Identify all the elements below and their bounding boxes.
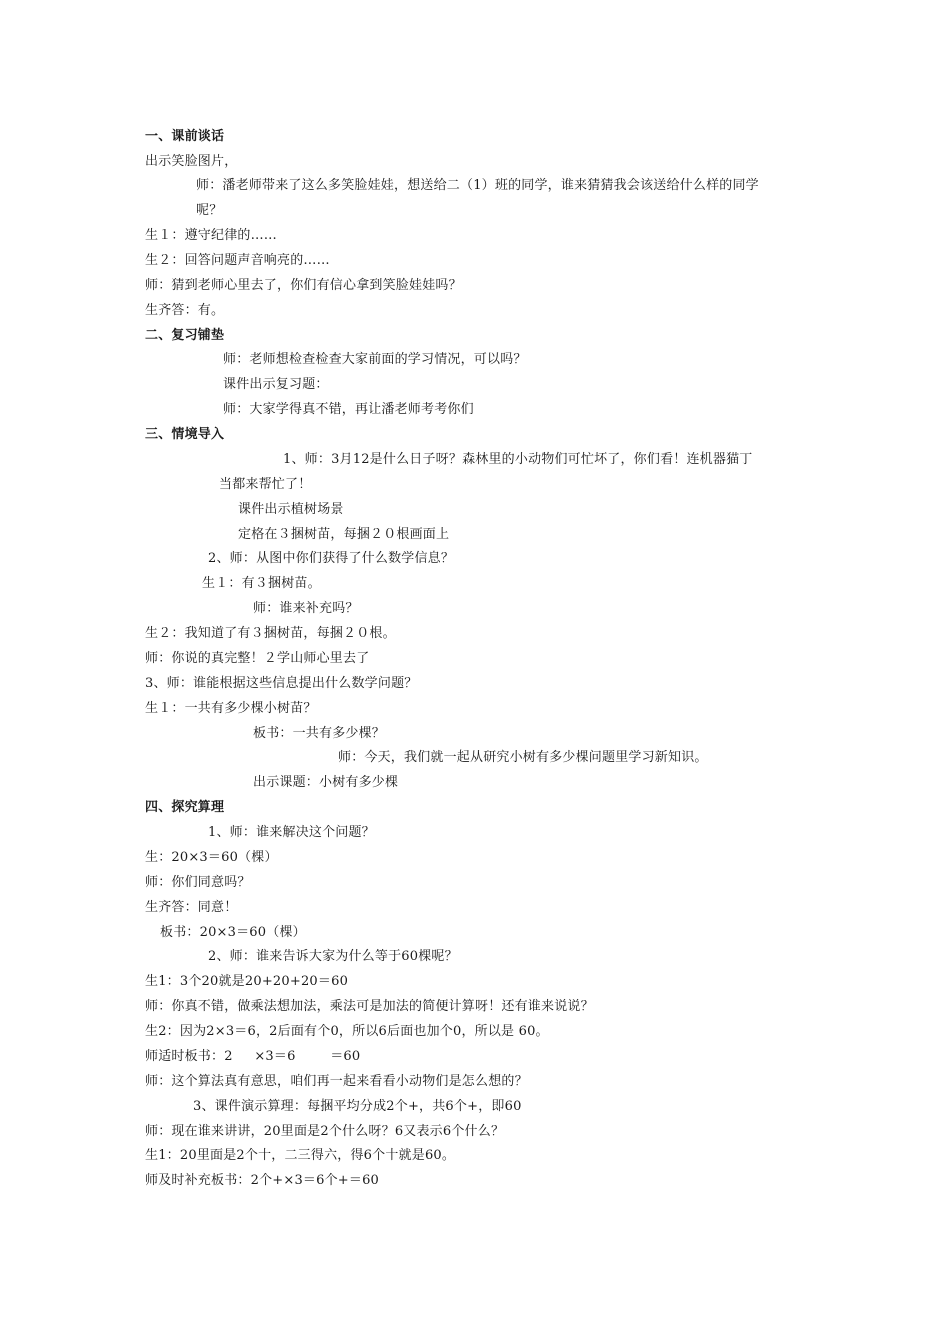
text-line: 生１：一共有多少棵小树苗？ — [145, 701, 317, 716]
text-line: 师适时板书：2 ×3＝6 ＝60 — [145, 1049, 361, 1064]
text-line: 师：今天，我们就一起从研究小树有多少棵问题里学习新知识。 — [338, 750, 708, 765]
text-line: 板书：一共有多少棵？ — [253, 726, 386, 741]
text-line: 生１：遵守纪律的…… — [145, 228, 278, 243]
section-heading-4: 四、探究算理 — [145, 800, 225, 815]
text-line: 生２：我知道了有３捆树苗，每捆２０根。 — [145, 626, 396, 641]
text-line: 师：大家学得真不错，再让潘老师考考你们 — [223, 402, 474, 417]
text-line: 当都来帮忙了！ — [219, 477, 312, 492]
text-line: 1、师：3月12是什么日子呀？森林里的小动物们可忙坏了，你们看！连机器猫丁 — [283, 452, 753, 467]
text-line: 师：老师想检查检查大家前面的学习情况，可以吗？ — [223, 352, 527, 367]
section-heading-2: 二、复习铺垫 — [145, 328, 225, 343]
text-line: 1、师：谁来解决这个问题？ — [208, 825, 375, 840]
text-line: 师：你说的真完整！２学山师心里去了 — [145, 651, 370, 666]
text-line: 生1：20里面是2个十，二三得六，得6个十就是60。 — [145, 1148, 456, 1163]
text-line: 呢？ — [196, 203, 223, 218]
text-line: 师：你真不错，做乘法想加法，乘法可是加法的简便计算呀！还有谁来说说？ — [145, 999, 594, 1014]
text-line: 生：20×3＝60（棵） — [145, 850, 278, 865]
text-line: 课件出示植树场景 — [238, 502, 344, 517]
text-line: 师：猜到老师心里去了，你们有信心拿到笑脸娃娃吗？ — [145, 278, 462, 293]
text-line: 师：你们同意吗？ — [145, 875, 251, 890]
text-line: 师：这个算法真有意思，咱们再一起来看看小动物们是怎么想的？ — [145, 1074, 528, 1089]
text-line: 师：现在谁来讲讲，20里面是2个什么呀？6又表示6个什么？ — [145, 1124, 505, 1139]
section-heading-3: 三、情境导入 — [145, 427, 225, 442]
text-line: 出示课题：小树有多少棵 — [253, 775, 399, 790]
text-line: 师：潘老师带来了这么多笑脸娃娃，想送给二（1）班的同学，谁来猜猜我会该送给什么样的同学 — [196, 178, 759, 193]
text-line: 课件出示复习题： — [223, 377, 329, 392]
text-line: 3、课件演示算理：每捆平均分成2个+，共6个+，即60 — [193, 1099, 522, 1114]
text-line: 定格在３捆树苗，每捆２０根画面上 — [238, 527, 450, 542]
text-line: 生齐答：同意！ — [145, 900, 238, 915]
text-line: 3、师：谁能根据这些信息提出什么数学问题？ — [145, 676, 418, 691]
text-line: 师：谁来补充吗？ — [253, 601, 359, 616]
text-line: 2、师：谁来告诉大家为什么等于60棵呢？ — [208, 949, 458, 964]
text-line: 生2：因为2×3＝6，2后面有个0，所以6后面也加个0，所以是 60。 — [145, 1024, 549, 1039]
text-line: 出示笑脸图片， — [145, 154, 238, 169]
text-line: 生２：回答问题声音响亮的…… — [145, 253, 330, 268]
text-line: 生1：3个20就是20+20+20＝60 — [145, 974, 349, 989]
text-line: 板书：20×3＝60（棵） — [160, 925, 306, 940]
section-heading-1: 一、课前谈话 — [145, 129, 225, 144]
text-line: 2、师：从图中你们获得了什么数学信息？ — [208, 551, 455, 566]
text-line: 生齐答：有。 — [145, 303, 225, 318]
text-line: 生１：有３捆树苗。 — [202, 576, 321, 591]
text-line: 师及时补充板书：2个+×3＝6个+＝60 — [145, 1173, 380, 1188]
